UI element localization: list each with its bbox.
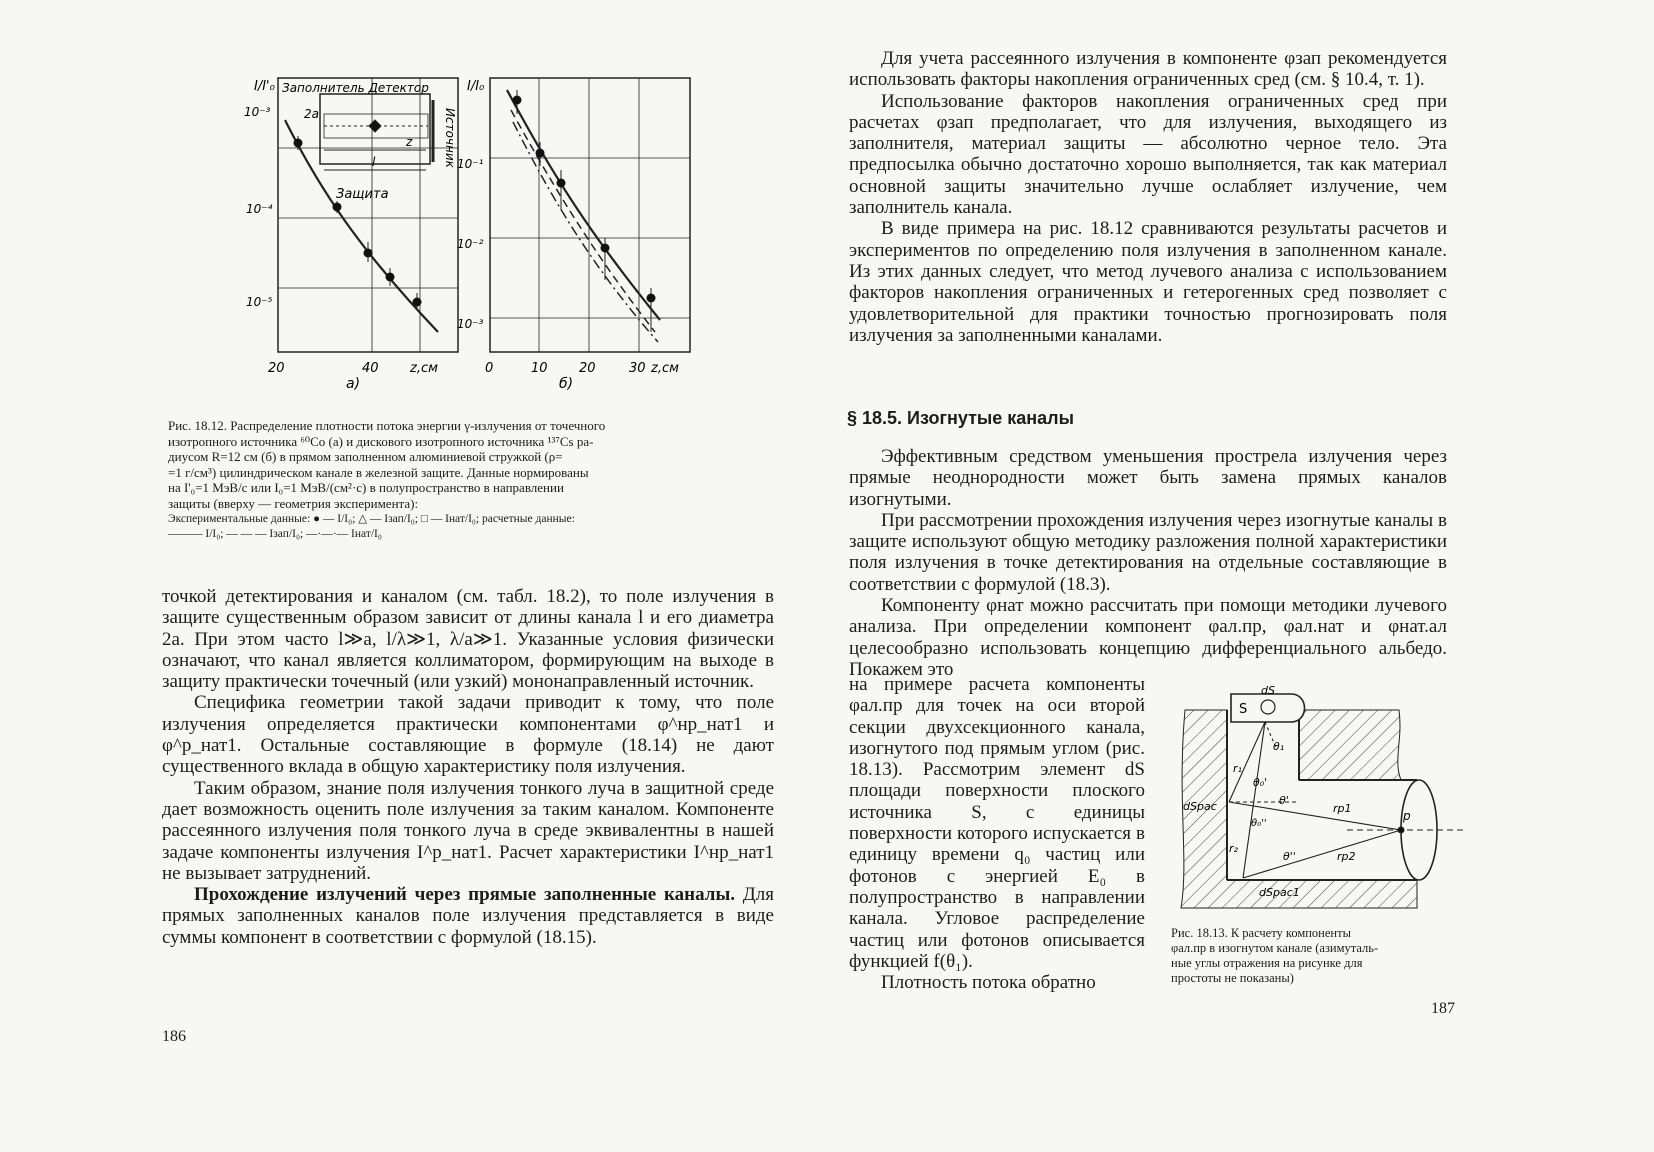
inset-geometry xyxy=(320,94,433,170)
caption-line: =1 г/см³) цилиндрическом канале в железной защите. Данные нормированы xyxy=(168,464,589,480)
paragraph: Использование факторов накопления ограниченных сред при расчетах φзап предполагает, что для излучения, выходящего из заполнителя, материал защиты — абсолютно черное тело. Эта предпосылка обычно достаточно хорошо выполняется, так как материал основной защиты значительно лучше ослабляет излучение, чем заполнитель канала. xyxy=(849,90,1447,219)
paragraph-rest: Для прямых заполненных каналов поле излучения представляется в виде суммы компонент в соответствии с формулой (18.15). xyxy=(162,884,774,948)
figure-18-12-panel-b xyxy=(455,70,695,405)
fig-label: r₂ xyxy=(1229,842,1238,855)
caption-line: изотропного источника ⁶⁰Co (а) и дискового изотропного источника ¹³⁷Cs ра- xyxy=(168,433,594,449)
fig-label: θ₁ xyxy=(1273,740,1285,753)
caption-line: простоты не показаны) xyxy=(1171,971,1294,985)
x-tick-label: 20 xyxy=(579,361,596,376)
data-point xyxy=(536,149,545,158)
y-tick-label: 10⁻⁴ xyxy=(246,202,273,216)
paragraph: Плотность потока обратно xyxy=(881,972,1096,994)
caption-line: φал.пр в изогнутом канале (азимуталь- xyxy=(1171,941,1379,955)
right-body-text-top xyxy=(849,48,1447,346)
y-tick-label: 10⁻³ xyxy=(244,105,271,119)
fig-label: dSрас1 xyxy=(1259,886,1300,899)
data-point xyxy=(333,203,342,212)
fig-label: θ₀' xyxy=(1253,776,1268,789)
data-point xyxy=(513,96,522,105)
paragraph: При рассмотрении прохождения излучения через изогнутые каналы в защите используют общую методику разложения полной характеристики поля излучения в точке детектирования на отдельные составляющие в соответствии с формулой (18.3). xyxy=(849,509,1447,595)
figure-18-13 xyxy=(1167,680,1467,920)
x-axis-label: z,см xyxy=(651,361,679,376)
page-number: 187 xyxy=(1431,1000,1455,1017)
y-tick-label: 10⁻³ xyxy=(457,317,484,331)
right-body-text-middle xyxy=(849,446,1447,680)
run-in-heading: Прохождение излучений через прямые заполненные каналы. xyxy=(194,884,736,906)
data-point xyxy=(557,179,566,188)
paragraph: В виде примера на рис. 18.12 сравниваются результаты расчетов и экспериментов по определению поля излучения в заполненном канале. Из этих данных следует, что метод лучевого анализа с использованием факторов накопления ограниченных и гетерогенных сред позволяет с удовлетворительной для практики точностью прогнозировать поля излучения за заполненными каналами. xyxy=(849,218,1447,346)
paragraph: Эффективным средством уменьшения прострела излучения через прямые неоднородности может быть замена прямых каналов изогнутыми. xyxy=(849,446,1447,510)
inset-label-2a: 2a xyxy=(304,107,319,121)
y-tick-label: 10⁻² xyxy=(457,237,484,251)
paragraph-bold-lead xyxy=(162,884,774,948)
data-point xyxy=(413,298,422,307)
data-point xyxy=(647,294,656,303)
data-point xyxy=(294,139,303,148)
x-tick-label: 0 xyxy=(485,361,494,376)
ray-rp2 xyxy=(1243,830,1401,878)
fig-label: S xyxy=(1239,702,1248,717)
data-point xyxy=(386,273,395,282)
fig-label: rp1 xyxy=(1333,802,1352,815)
fig-label: θ'' xyxy=(1283,850,1296,863)
inset-label-z: z xyxy=(406,135,413,149)
shield-right xyxy=(1299,710,1401,780)
right-page xyxy=(827,0,1654,1152)
paragraph: Для учета рассеянного излучения в компоненте φзап рекомендуется использовать факторы накопления ограниченных сред (см. § 10.4, т. 1). xyxy=(849,48,1447,91)
y-axis-label: I/I₀ xyxy=(467,79,485,94)
caption-line: диусом R=12 см (б) в прямом заполненном алюминиевой стружкой (ρ= xyxy=(168,449,563,465)
caption-line: Рис. 18.12. Распределение плотности потока энергии γ-излучения от точечного xyxy=(168,418,606,433)
point-p xyxy=(1398,827,1404,833)
paragraph: на примере расчета компоненты φал.пр для точек на оси второй секции двухсекционного канала, изогнутого под прямым углом (рис. 18.13). Рассмотрим элемент dS площади поверхности плоского источника S, с единицы поверхности которого испускается в единицу времени q₀ частиц или фотонов с энергией E₀ в полупространство в направлении канала. Угловое распределение частиц или фотонов описывается функцией f(θ₁). xyxy=(849,674,1145,972)
inset-label-top: Заполнитель Детектор xyxy=(282,81,429,95)
inset-label-right: Источник xyxy=(443,108,457,168)
section-heading: § 18.5. Изогнутые каналы xyxy=(847,408,1074,428)
paragraph: Компоненту φнат можно рассчитать при помощи методики лучевого анализа. При определении компонент φал.пр, φал.нат и φнат.ал целесообразно использовать концепцию дифференциального альбедо. Покажем это xyxy=(849,595,1447,680)
page-number: 186 xyxy=(162,1028,186,1045)
left-body-text xyxy=(162,586,774,948)
paragraph: Специфика геометрии такой задачи приводит к тому, что поле излучения определяется практически компонентами φ^нр_нат1 и φ^р_нат1. Остальные составляющие в формуле (18.14) не дают существенного вклада в общую характеристику поля излучения. xyxy=(162,692,774,778)
caption-line: Рис. 18.13. К расчету компоненты xyxy=(1171,926,1351,940)
caption-legend: ——— I/I₀; — — — Iзап/I₀; —·—·— Iнат/I₀ xyxy=(168,528,382,541)
x-tick-label: 40 xyxy=(362,361,379,376)
calc-curve xyxy=(507,90,660,320)
x-tick-label: 10 xyxy=(531,361,548,376)
fig-label: r₁ xyxy=(1233,762,1242,775)
plot-frame xyxy=(490,78,690,352)
paragraph: точкой детектирования и каналом (см. табл. 18.2), то поле излучения в защите существенным образом зависит от длины канала l и его диаметра 2a. При этом часто l≫a, l/λ≫1, λ/a≫1. Указанные условия физически означают, что канал является коллиматором, формирующим на выходе в защиту практически точечный (или узкий) мононаправленный источник. xyxy=(162,586,774,693)
y-tick-label: 10⁻¹ xyxy=(457,157,484,171)
fig-label: dS xyxy=(1261,684,1275,697)
fig-label: θ₀'' xyxy=(1251,818,1267,829)
right-body-text-wrap xyxy=(849,674,1145,993)
caption-line: защиты (вверху — геометрия эксперимента): xyxy=(168,495,419,511)
paragraph: Таким образом, знание поля излучения тонкого луча в защитной среде дает возможность оценить поле излучения за таким каналом. Компоненте рассеянного излучения поля тонкого луча в среде эквивалентны в нашей задаче компоненты излучения I^р_нат1. Расчет характеристики I^нр_нат1 не вызывает затруднений. xyxy=(162,777,774,884)
caption-legend: Экспериментальные данные: ● — I/I₀; △ — Iзап/I₀; □ — Iнат/I₀; расчетные данные: xyxy=(168,512,575,525)
fig-label: dSрас xyxy=(1183,800,1217,813)
x-tick-label: 20 xyxy=(268,361,285,376)
caption-line: ные углы отражения на рисунке для xyxy=(1171,956,1363,970)
figure-18-12-panel-a xyxy=(240,70,480,405)
calc-curve-dashdot xyxy=(513,122,658,342)
inset-label-bottom: Защита xyxy=(336,187,389,202)
figure-18-13-caption xyxy=(1171,926,1463,986)
caption-line: на I'₀=1 МэВ/с или I₀=1 МэВ/(см²·с) в полупространство в направлении xyxy=(168,480,564,496)
inset-label-l: l xyxy=(372,155,376,169)
panel-label: а) xyxy=(346,376,361,392)
data-point xyxy=(601,244,610,253)
fig-label: p xyxy=(1403,809,1411,823)
figure-18-12-caption xyxy=(168,418,774,543)
x-axis-label: z,см xyxy=(410,361,438,376)
data-point xyxy=(364,249,373,258)
fig-label: θ' xyxy=(1279,794,1289,807)
y-tick-label: 10⁻⁵ xyxy=(246,295,273,309)
panel-label: б) xyxy=(559,376,574,392)
fig-label: rp2 xyxy=(1337,850,1356,863)
x-tick-label: 30 xyxy=(629,361,646,376)
y-axis-label: I/I'₀ xyxy=(254,79,275,94)
calc-curve-dashed xyxy=(511,110,655,332)
